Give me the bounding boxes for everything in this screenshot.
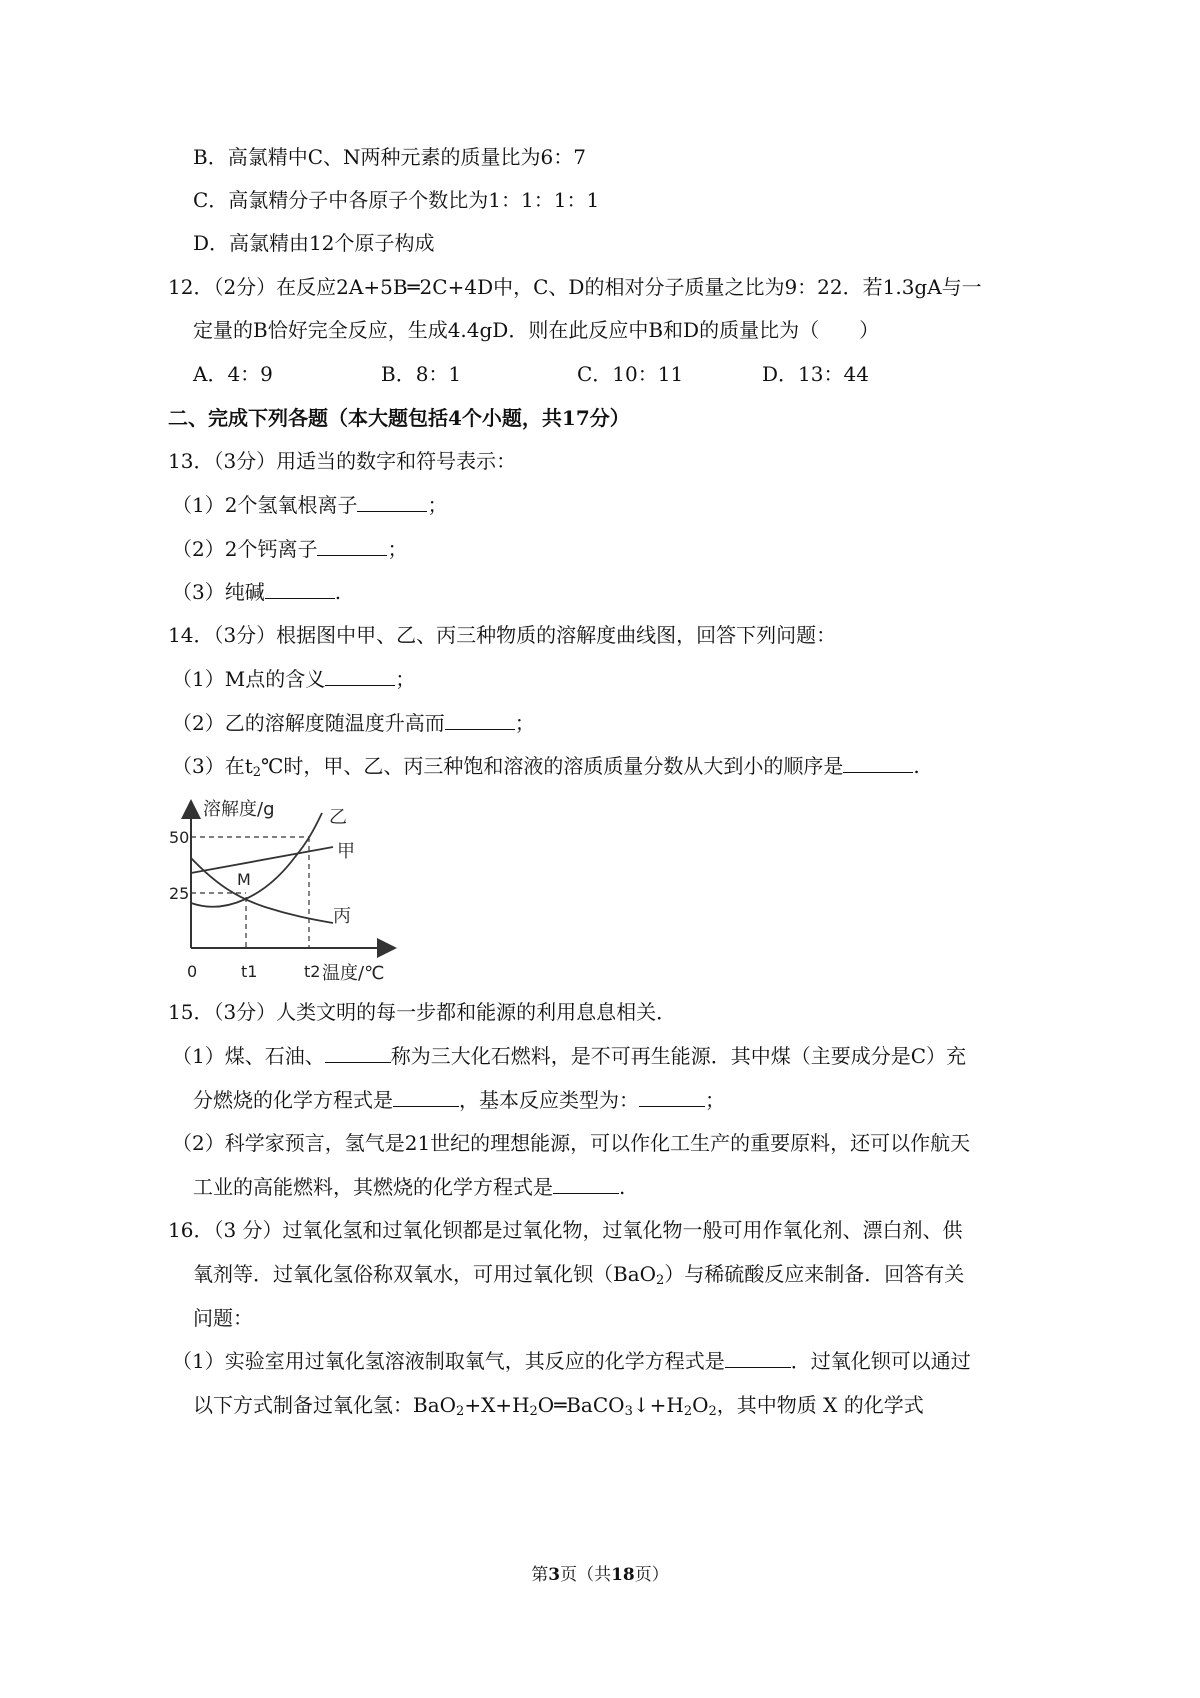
answer-blank[interactable] bbox=[725, 1347, 791, 1368]
answer-blank[interactable] bbox=[357, 491, 427, 512]
q16-part1-line1: （1）实验室用过氧化氢溶液制取氧气，其反应的化学方程式是 ．过氧化钡可以通过 bbox=[172, 1349, 971, 1373]
page-total: 18 bbox=[611, 1565, 635, 1585]
q11-option-c: C．高氯精分子中各原子个数比为1：1：1：1 bbox=[193, 188, 600, 212]
x-tick-0: 0 bbox=[187, 962, 198, 981]
q16-stem-line3: 问题： bbox=[193, 1306, 253, 1330]
section-heading: 二、完成下列各题（本大题包括4个小题，共17分） bbox=[168, 406, 630, 430]
point-m-label: M bbox=[237, 870, 251, 889]
q12-option-b: B．8：1 bbox=[381, 362, 462, 386]
q13-part1: （1）2个氢氧根离子 ； bbox=[172, 493, 448, 517]
q16-part1-line2: 以下方式制备过氧化氢：$BaO_2+X+H_2O═BaCO_3↓+H_2O_2$，其中物质 X 的化学式 bbox=[193, 1393, 924, 1419]
answer-blank[interactable] bbox=[639, 1086, 705, 1107]
q13-part2: （2）2个钙离子 ； bbox=[172, 537, 408, 561]
series-label-yi: 乙 bbox=[329, 807, 347, 828]
answer-blank[interactable] bbox=[553, 1173, 619, 1194]
q12-option-a: A．4：9 bbox=[193, 362, 273, 386]
y-tick-25: 25 bbox=[169, 884, 190, 903]
x-tick-t2: t2 bbox=[304, 962, 321, 981]
solubility-chart bbox=[165, 795, 405, 985]
q15-stem: 15．（3分）人类文明的每一步都和能源的利用息息相关． bbox=[168, 1000, 677, 1024]
q12-option-c: C．10：11 bbox=[577, 362, 684, 386]
page-footer: 第3页（共18页） bbox=[531, 1565, 669, 1585]
q15-part1-line2: 分燃烧的化学方程式是 ，基本反应类型为： ； bbox=[193, 1088, 725, 1112]
answer-blank[interactable] bbox=[445, 709, 515, 730]
answer-blank[interactable] bbox=[843, 752, 913, 773]
q13-stem: 13．（3分）用适当的数字和符号表示： bbox=[168, 449, 517, 473]
q16-stem-line1: 16．（3 分）过氧化氢和过氧化钡都是过氧化物，过氧化物一般可用作氧化剂、漂白剂、供 bbox=[168, 1218, 963, 1242]
q12-option-d: D．13：44 bbox=[762, 362, 869, 386]
q14-part3: （3）在$t_2℃$时，甲、乙、丙三种饱和溶液的溶质质量分数从大到小的顺序是 . bbox=[172, 754, 920, 780]
answer-blank[interactable] bbox=[325, 665, 395, 686]
q14-part2: （2）乙的溶解度随温度升高而 ； bbox=[172, 711, 535, 735]
answer-blank[interactable] bbox=[393, 1086, 459, 1107]
page-number: 3 bbox=[548, 1565, 561, 1585]
y-axis-label: 溶解度/g bbox=[203, 799, 275, 820]
q12-stem-line2: 定量的B恰好完全反应，生成4.4gD．则在此反应中B和D的质量比为（ ） bbox=[193, 318, 880, 342]
q14-part1: （1）M点的含义 ； bbox=[172, 667, 416, 691]
answer-blank[interactable] bbox=[265, 578, 335, 599]
q11-option-d: D．高氯精由12个原子构成 bbox=[193, 231, 435, 255]
y-tick-50: 50 bbox=[169, 828, 190, 847]
series-jia-curve bbox=[191, 847, 333, 873]
x-tick-t1: t1 bbox=[241, 962, 258, 981]
q16-stem-line2: 氧剂等．过氧化氢俗称双氧水，可用过氧化钡（BaO$_2$）与稀硫酸反应来制备．回答有关 bbox=[193, 1262, 965, 1288]
q15-part2-line2: 工业的高能燃料，其燃烧的化学方程式是 . bbox=[193, 1175, 626, 1199]
answer-blank[interactable] bbox=[325, 1042, 391, 1063]
q15-part2-line1: （2）科学家预言，氢气是21世纪的理想能源，可以作化工生产的重要原料，还可以作航天 bbox=[172, 1131, 971, 1155]
q15-part1-line1: （1）煤、石油、 称为三大化石燃料，是不可再生能源．其中煤（主要成分是C）充 bbox=[172, 1044, 967, 1068]
x-axis-label: 温度/℃ bbox=[322, 963, 385, 984]
q14-stem: 14．（3分）根据图中甲、乙、丙三种物质的溶解度曲线图，回答下列问题： bbox=[168, 623, 837, 647]
answer-blank[interactable] bbox=[317, 535, 387, 556]
series-label-jia: 甲 bbox=[337, 841, 355, 862]
series-label-bing: 丙 bbox=[333, 906, 351, 927]
q13-part3: （3）纯碱 . bbox=[172, 580, 342, 604]
q12-stem-line1: 12．（2分）在反应2A+5B═2C+4D中，C、D的相对分子质量之比为9：22．若1.3gA与一 bbox=[168, 275, 982, 299]
q11-option-b: B．高氯精中C、N两种元素的质量比为6：7 bbox=[193, 145, 586, 169]
